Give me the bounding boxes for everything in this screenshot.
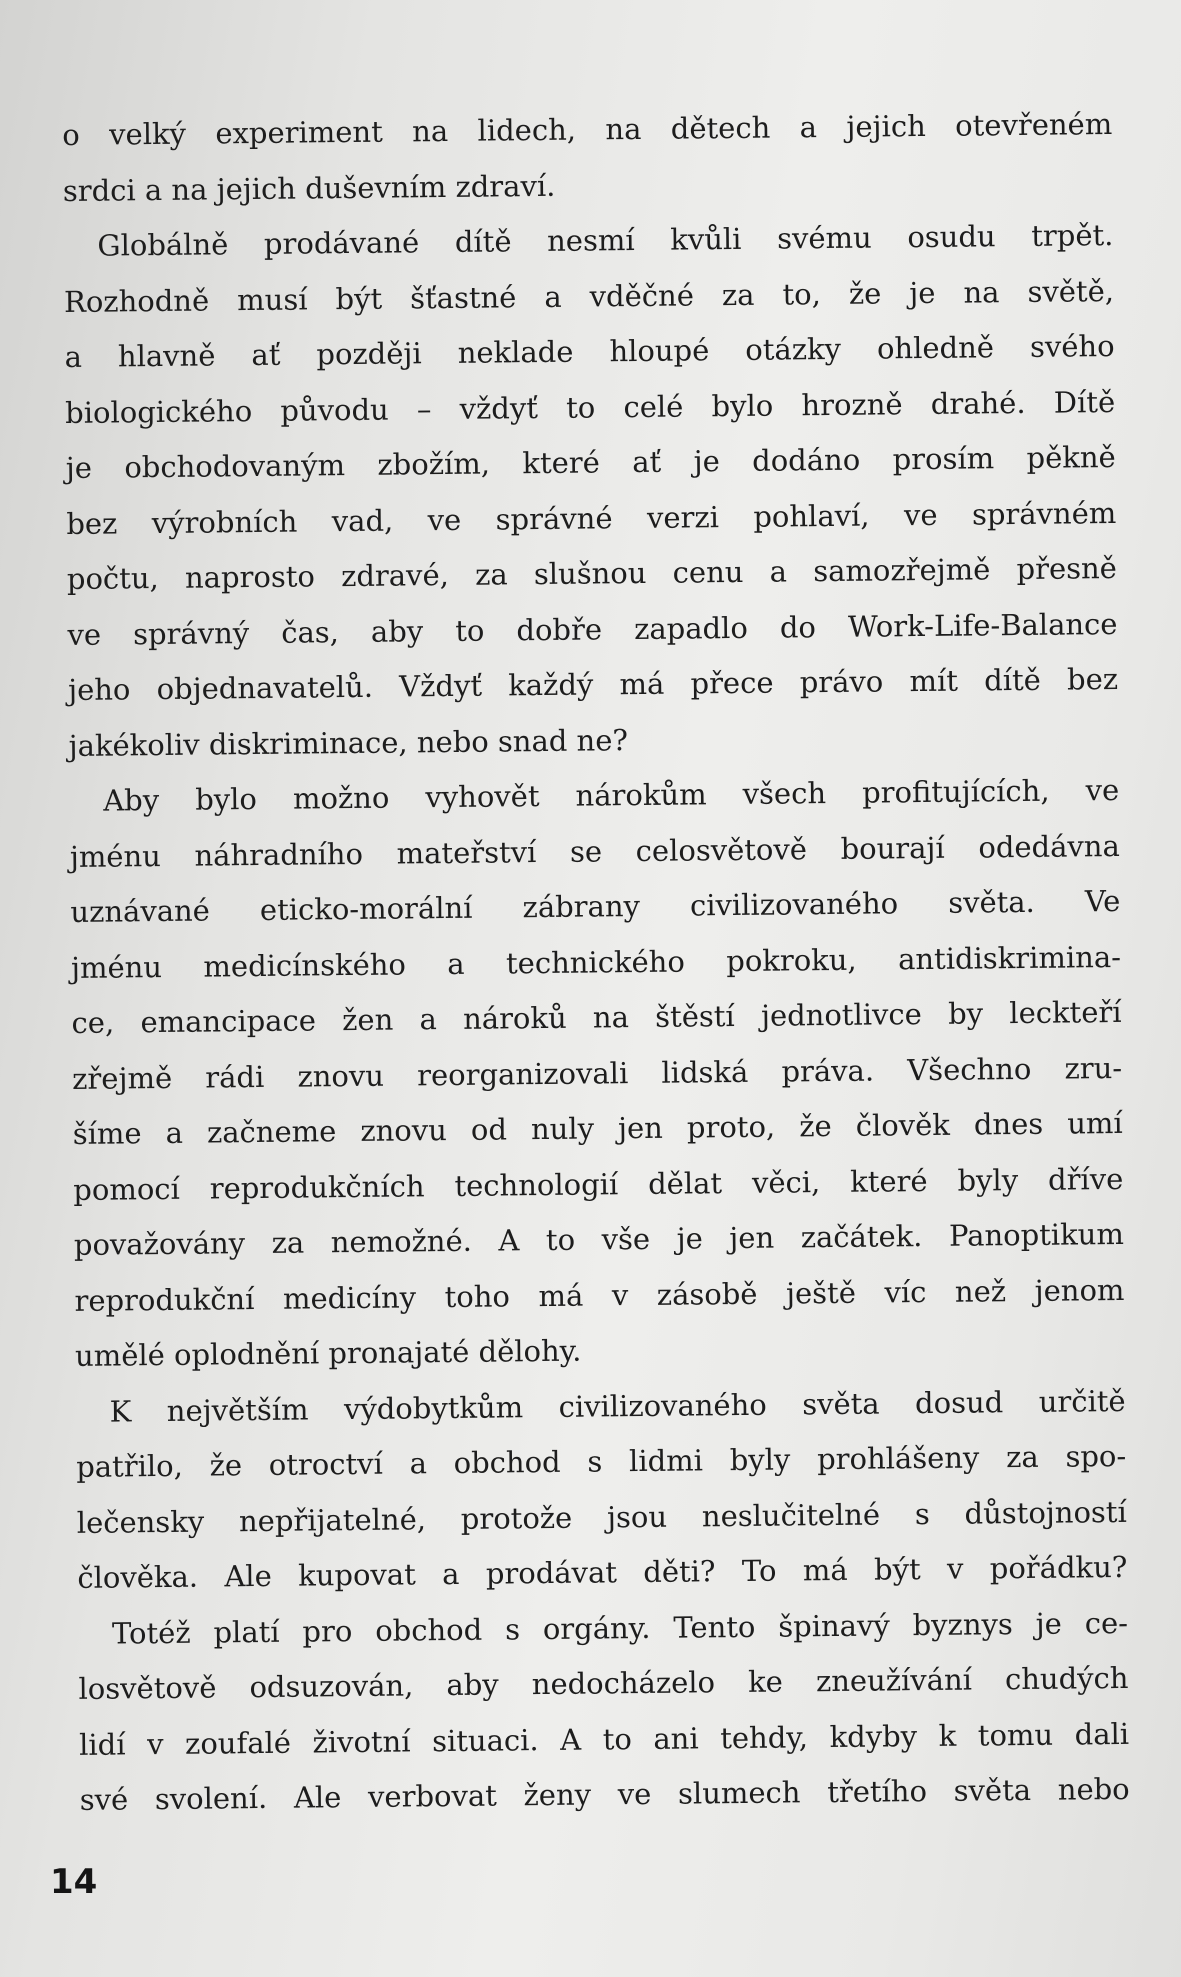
text-line: lečensky nepřijatelné, protože jsou neslučitelné s důstojností [76, 1494, 1127, 1540]
text-line: považovány za nemožné. A to vše je jen začátek. Panoptikum [73, 1216, 1125, 1262]
text-line: ve správný čas, aby to dobře zapadlo do Work-Life-Balance [67, 606, 1118, 652]
text-line: je obchodovaným zbožím, které ať je dodáno prosím pěkně [65, 439, 1116, 485]
text-line: své svolení. Ale verbovat ženy ve slumech třetího světa nebo [79, 1771, 1130, 1817]
paragraph-2 [63, 208, 1119, 774]
text-line: zřejmě rádi znovu reorganizovali lidská práva. Všechno zru- [71, 1050, 1123, 1096]
text-line: patřilo, že otroctví a obchod s lidmi byly prohlášeny za spo- [76, 1438, 1127, 1484]
page-number: 14 [50, 1862, 98, 1902]
text-line: biologického původu – vždyť to celé bylo hrozně drahé. Dítě [65, 384, 1116, 430]
text-line: pomocí reprodukčních technologií dělat věci, které byly dříve [73, 1161, 1124, 1207]
text-line: umělé oplodnění pronajaté dělohy. [74, 1333, 582, 1373]
body-text [62, 97, 1130, 1828]
text-line: šíme a začneme znovu od nuly jen proto, že člověk dnes umí [72, 1105, 1123, 1151]
paragraph-4 [75, 1373, 1127, 1606]
paragraph-3 [69, 763, 1125, 1384]
text-line: bez výrobních vad, ve správné verzi pohlaví, ve správném [66, 495, 1117, 541]
text-line: o velký experiment na lidech, na dětech a jejich otevřeném [62, 107, 1113, 152]
text-line: jeho objednavatelů. Vždyť každý má přece právo mít dítě bez [67, 661, 1119, 707]
text-line: Globálně prodávané dítě nesmí kvůli svému osudu trpět. [97, 217, 1114, 263]
text-line: srdci a na jejich duševním zdraví. [62, 168, 556, 208]
text-line: losvětově odsuzován, aby nedocházelo ke zneužívání chudých [78, 1660, 1129, 1706]
text-line: Aby bylo možno vyhovět nárokům všech profitujících, ve [103, 772, 1120, 818]
text-line: lidí v zoufalé životní situaci. A to ani tehdy, kdyby k tomu dali [78, 1716, 1130, 1762]
text-line: uznávané eticko-morální zábrany civilizovaného světa. Ve [70, 883, 1121, 929]
paragraph-1 [62, 97, 1113, 219]
text-line: ce, emancipace žen a nároků na štěstí jednotlivce by leckteří [71, 994, 1122, 1040]
text-line: Totéž platí pro obchod s orgány. Tento špinavý byznys je ce- [111, 1605, 1129, 1651]
text-line: K největším výdobytkům civilizovaného světa dosud určitě [109, 1383, 1126, 1429]
text-line: jménu medicínského a technického pokroku, antidiskrimina- [70, 939, 1122, 985]
text-line: jakékoliv diskriminace, nebo snad ne? [68, 722, 629, 763]
text-line: reprodukční medicíny toho má v zásobě ještě víc než jenom [74, 1272, 1125, 1318]
text-line: člověka. Ale kupovat a prodávat děti? To má být v pořádku? [77, 1549, 1128, 1595]
text-line: jménu náhradního mateřství se celosvětově bourají odedávna [69, 828, 1120, 874]
text-line: Rozhodně musí být šťastné a vděčné za to, že je na světě, [63, 273, 1115, 319]
paragraph-5 [78, 1595, 1130, 1828]
text-line: a hlavně ať později neklade hloupé otázky ohledně svého [64, 328, 1115, 374]
text-line: počtu, naprosto zdravé, za slušnou cenu a samozřejmě přesně [66, 550, 1118, 596]
